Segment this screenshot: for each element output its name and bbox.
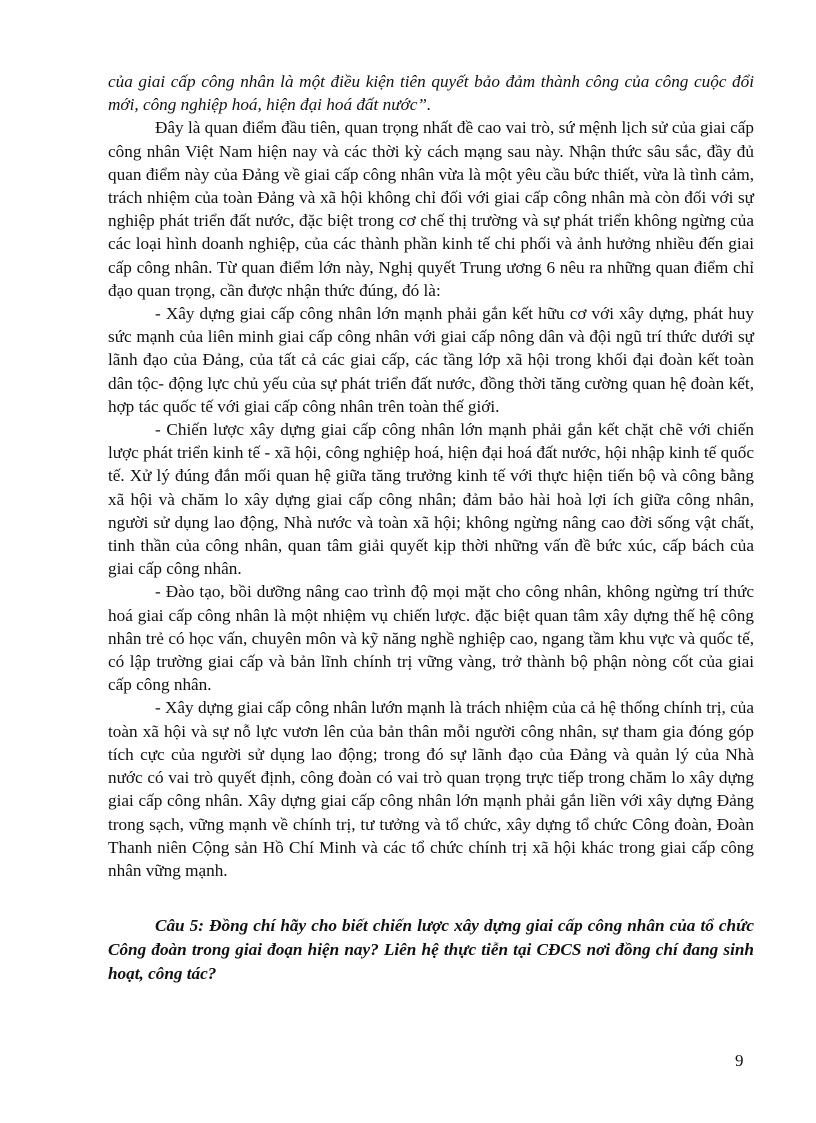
page-number: 9 <box>735 1051 744 1070</box>
bullet-point-1: - Xây dựng giai cấp công nhân lớn mạnh phải gắn kết hữu cơ với xây dựng, phát huy sức mạnh của liên minh giai cấp công nhân với giai cấp nông dân và đội ngũ trí thức dưới sự lãnh đạo của Đảng, của tất cả các giai cấp, các tầng lớp xã hội trong khối đại đoàn kết toàn dân tộc- động lực chủ yếu của sự phát triển đất nước, đồng thời tăng cường quan hệ đoàn kết, hợp tác quốc tế với giai cấp công nhân trên toàn thế giới. <box>108 304 754 416</box>
quote-continuation: của giai cấp công nhân là một điều kiện tiên quyết bảo đảm thành công của công cuộc đổi mới, công nghiệp hoá, hiện đại hoá đất nước”. <box>108 72 754 115</box>
bullet-point-2: - Chiến lược xây dựng giai cấp công nhân lớn mạnh phải gắn kết chặt chẽ với chiến lược phát triển kinh tế - xã hội, công nghiệp hoá, hiện đại hoá đất nước, hội nhập kinh tế quốc tế. Xử lý đúng đắn mối quan hệ giữa tăng trưởng kinh tế với thực hiện tiến bộ và công bằng xã hội và chăm lo xây dựng giai cấp công nhân; đảm bảo hài hoà lợi ích giữa công nhân, người sử dụng lao động, Nhà nước và toàn xã hội; không ngừng nâng cao đời sống vật chất, tinh thần của công nhân, quan tâm giải quyết kịp thời những vấn đề bức xúc, cấp bách của giai cấp công nhân. <box>108 420 754 579</box>
question-heading: Câu 5: Đồng chí hãy cho biết chiến lược xây dựng giai cấp công nhân của tổ chức Công đoàn trong giai đoạn hiện nay? Liên hệ thực tiễn tại CĐCS nơi đồng chí đang sinh hoạt, công tác? <box>108 916 754 984</box>
bullet-point-3: - Đào tạo, bồi dưỡng nâng cao trình độ mọi mặt cho công nhân, không ngừng trí thức hoá giai cấp công nhân là một nhiệm vụ chiến lược. đặc biệt quan tâm xây dựng thế hệ công nhân trẻ có học vấn, chuyên môn và kỹ năng nghề nghiệp cao, ngang tầm khu vực và quốc tế, có lập trường giai cấp và bản lĩnh chính trị vững vàng, trở thành bộ phận nòng cốt của giai cấp công nhân. <box>108 582 754 695</box>
bullet-point-4: - Xây dựng giai cấp công nhân lướn mạnh là trách nhiệm của cả hệ thống chính trị, của toàn xã hội và sự nỗ lực vươn lên của bản thân mỗi người công nhân, sự tham gia đóng góp tích cực của người sử dụng lao động; trong đó sự lãnh đạo của Đảng và quản lý của Nhà nước có vai trò quyết định, công đoàn có vai trò quan trọng trực tiếp trong chăm lo xây dựng giai cấp công nhân. Xây dựng giai cấp công nhân lớn mạnh phải gắn liền với xây dựng Đảng trong sạch, vững mạnh về chính trị, tư tưởng và tổ chức, xây dựng tổ chức Công đoàn, Đoàn Thanh niên Cộng sản Hồ Chí Minh và các tổ chức chính trị xã hội khác trong giai cấp công nhân vững mạnh. <box>108 698 755 880</box>
document-body <box>108 70 754 986</box>
intro-paragraph: Đây là quan điểm đầu tiên, quan trọng nhất đề cao vai trò, sứ mệnh lịch sử của giai cấp công nhân Việt Nam hiện nay và các thời kỳ cách mạng sau này. Nhận thức sâu sắc, đầy đủ quan điểm này của Đảng về giai cấp công nhân vừa là một yêu cầu bức thiết, vừa là tình cảm, trách nhiệm của toàn Đảng và xã hội không chỉ đối với giai cấp công nhân mà còn đối với sự nghiệp phát triển đất nước, đặc biệt trong cơ chế thị trường và sự phát triển không ngừng của các loại hình doanh nghiệp, của các thành phần kinh tế chi phối và ảnh hưởng nhiều đến giai cấp công nhân. Từ quan điểm lớn này, Nghị quyết Trung ương 6 nêu ra những quan điểm chỉ đạo quan trọng, cần được nhận thức đúng, đó là: <box>108 118 754 300</box>
